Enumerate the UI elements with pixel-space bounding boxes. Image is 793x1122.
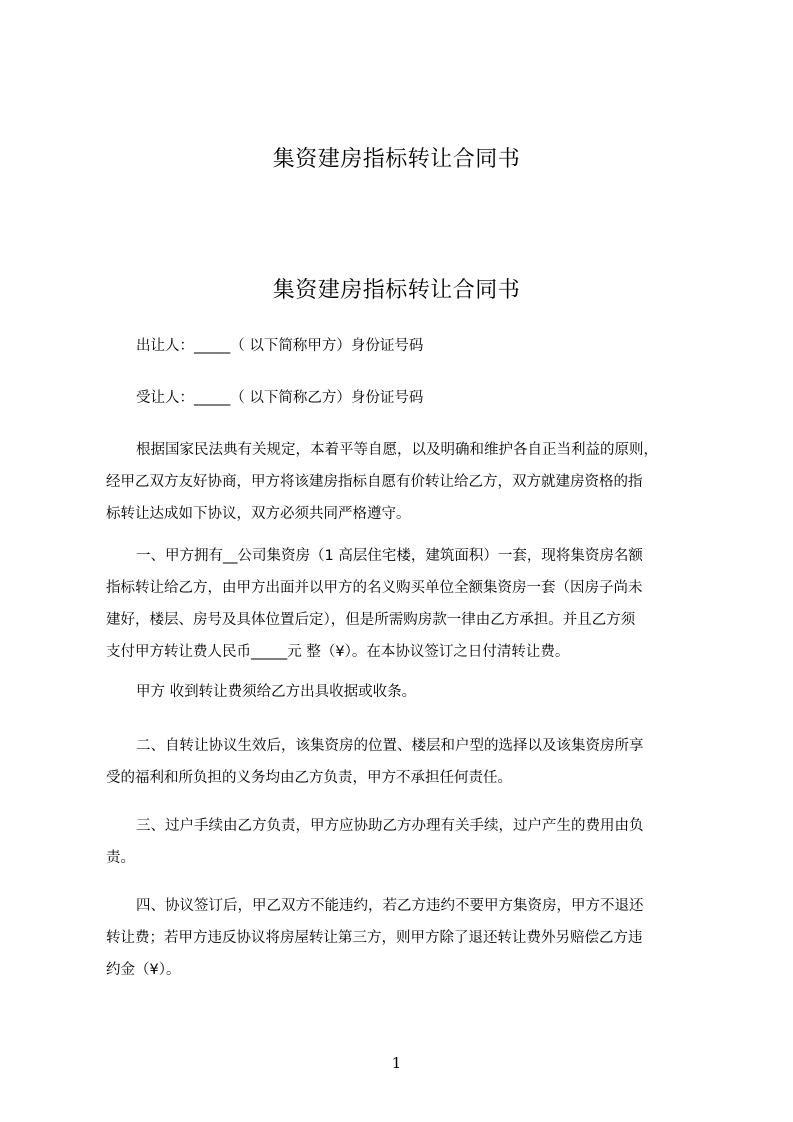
header-title: 集资建房指标转让合同书 [272,147,521,172]
page-title: 集资建房指标转让合同书 [272,278,521,303]
clause-4-line: 约金（¥）。 [106,962,181,978]
clause-2-line: 受的福利和所负担的义务均由乙方负责，甲方不承担任何责任。 [106,770,512,786]
clause-4-line: 转让费；若甲方违反协议将房屋转让第三方，则甲方除了退还转让费外另赔偿乙方违 [106,930,643,946]
clause-3-line: 三、过户手续由乙方负责，甲方应协助乙方办理有关手续，过户产生的费用由负 [136,818,644,834]
transferor-line [106,330,423,362]
clause-1-line: 建好，楼层、房号及具体位置后定），但是所需购房款一律由乙方承担。并且乙方须 [106,612,636,628]
intro-line: 经甲乙双方友好协商，甲方将该建房指标自愿有价转让给乙方，双方就建房资格的指 [106,474,643,490]
intro-line: 标转让达成如下协议，双方必须共同严格遵守。 [106,506,411,522]
page-number: 1 [391,1054,402,1072]
receipt-line [106,676,416,708]
clause-1-paragraph [106,540,718,668]
clause-1-line: 一、甲方拥有__公司集资房（1 高层住宅楼，建筑面积）一套，现将集资房名额 [136,548,643,564]
clause-2-paragraph [106,730,718,794]
intro-line: 根据国家民法典有关规定，本着平等自愿，以及明确和维护各自正当利益的原则， [136,442,658,458]
clause-3-paragraph [106,810,718,874]
clause-2-line: 二、自转让协议生效后，该集资房的位置、楼层和户型的选择以及该集资房所享 [136,738,644,754]
clause-1-line: 指标转让给乙方，由甲方出面并以甲方的名义购买单位全额集资房一套（因房子尚未 [106,580,643,596]
receipt-text: 甲方 收到转让费须给乙方出具收据或收条。 [136,684,417,700]
clause-4-line: 四、协议签订后，甲乙双方不能违约，若乙方违约不要甲方集资房，甲方不退还 [136,898,644,914]
clause-1-line: 支付甲方转让费人民币_____元 整（¥）。在本协议签订之日付清转让费。 [106,644,570,660]
transferee-text: 受让人：_____（ 以下简称乙方）身份证号码 [136,390,424,406]
transferor-text: 出让人：_____（ 以下简称甲方）身份证号码 [136,338,424,354]
clause-4-paragraph [106,890,718,986]
clause-3-line: 责。 [106,850,135,866]
intro-paragraph [106,434,718,530]
transferee-line [106,382,423,414]
